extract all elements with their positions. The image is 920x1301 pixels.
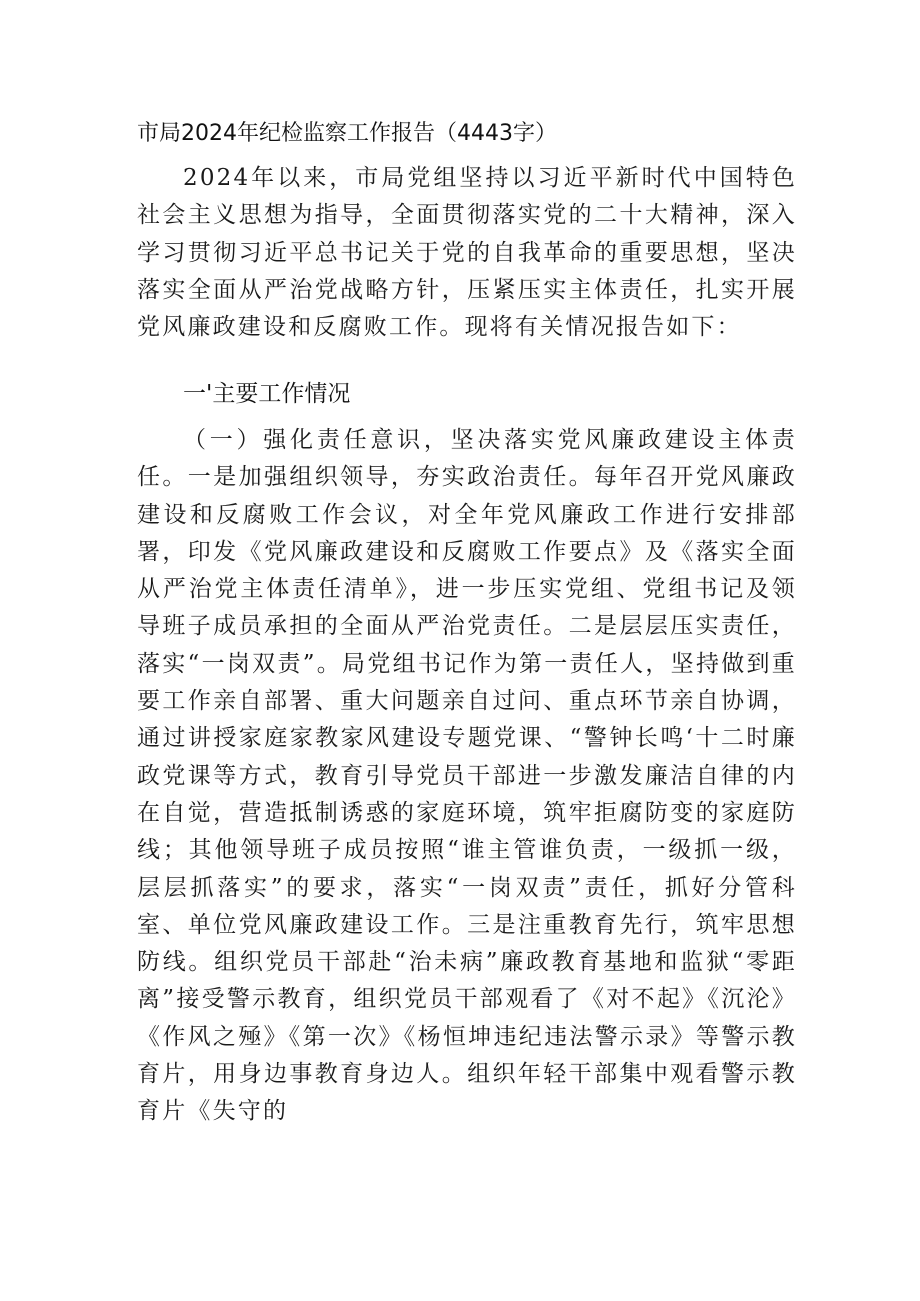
intro-paragraph: 2024年以来，市局党组坚持以习近平新时代中国特色社会主义思想为指导，全面贯彻落实党的二十大精神，深入学习贯彻习近平总书记关于党的自我革命的重要思想，坚决落实全面从严治党战略方针，压紧压实主体责任，扎实开展党风廉政建设和反腐败工作。现将有关情况报告如下： — [137, 165, 797, 341]
body-paragraph: （一）强化责任意识，坚决落实党风廉政建设主体责任。一是加强组织领导，夯实政治责任。每年召开党风廉政建设和反腐败工作会议，对全年党风廉政工作进行安排部署，印发《党风廉政建设和反腐败工作要点》及《落实全面从严治党主体责任清单》，进一步压实党组、党组书记及领导班子成员承担的全面从严治党责任。二是层层压实责任，落实“一岗双责”。局党组书记作为第一责任人，坚持做到重要工作亲自部署、重大问题亲自过问、重点环节亲自协调，通过讲授家庭家教家风建设专题党课、“警钟长鸣‘十二时廉政党课等方式，教育引导党员干部进一步激发廉洁自律的内在自觉，营造抵制诱惑的家庭环境，筑牢拒腐防变的家庭防线；其他领导班子成员按照“谁主管谁负责，一级抓一级，层层抓落实”的要求，落实“一岗双责”责任，抓好分管科室、单位党风廉政建设工作。三是注重教育先行，筑牢思想防线。组织党员干部赴“治未病”廉政教育基地和监狱“零距离”接受警示教育，组织党员干部观看了《对不起》《沉沦》《作风之殛》《第一次》《杨恒坤违纪违法警示录》等警示教育片，用身边事教育身边人。组织年轻干部集中观看警示教育片《失守的 — [137, 427, 797, 1125]
section-heading: 一'主要工作情况 — [183, 381, 351, 407]
document-title: 市局2024年纪检监察工作报告（4443字） — [137, 121, 557, 146]
